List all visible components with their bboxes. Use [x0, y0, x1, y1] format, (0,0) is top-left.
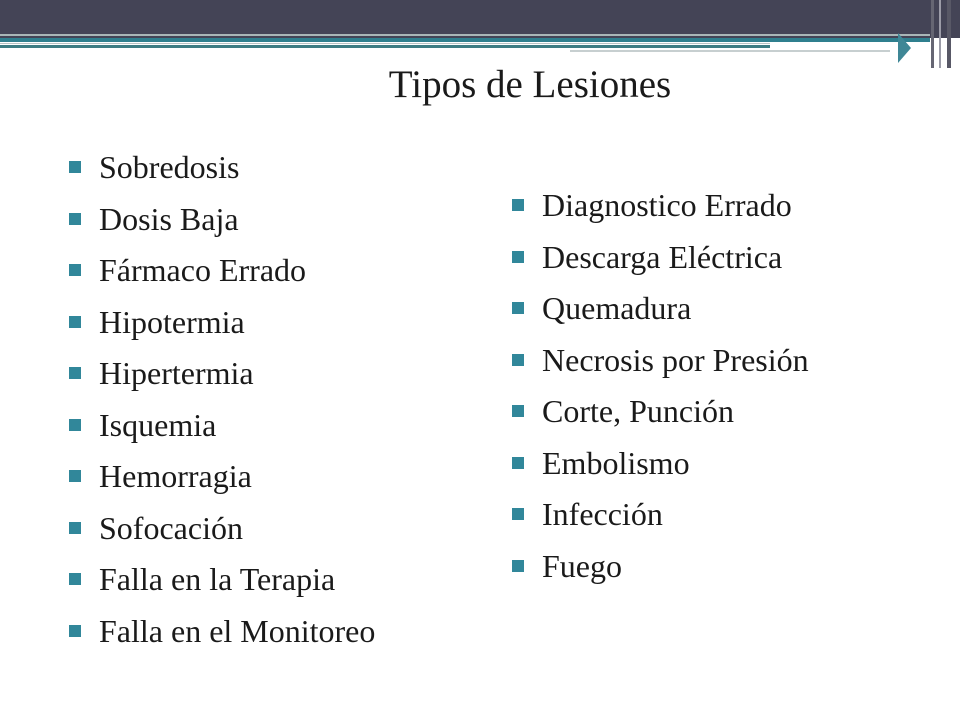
- list-item: [512, 438, 809, 490]
- list-item-label: Isquemia: [99, 406, 217, 443]
- list-item: [69, 503, 375, 555]
- list-item-label: Descarga Eléctrica: [542, 238, 783, 275]
- list-item: [69, 297, 375, 349]
- list-item-label: Embolismo: [542, 444, 690, 481]
- list-item-label: Falla en la Terapia: [99, 561, 336, 597]
- list-item-label: Hemorragia: [99, 458, 252, 494]
- list-item: [69, 142, 375, 194]
- list-item-label: Hipertermia: [99, 355, 254, 391]
- header-accent-band-secondary: [0, 45, 770, 48]
- list-item-label: Falla en el Monitoreo: [99, 612, 376, 649]
- list-item-label: Sofocación: [99, 509, 243, 546]
- decorative-arrow-icon: [898, 33, 911, 63]
- square-bullet-icon: [69, 522, 81, 534]
- list-item-label: Sobredosis: [99, 149, 240, 185]
- list-item: [69, 245, 375, 297]
- list-item: [512, 335, 809, 387]
- square-bullet-icon: [512, 560, 524, 572]
- list-item-label: Hipotermia: [99, 303, 245, 340]
- header-divider-line: [0, 34, 930, 36]
- square-bullet-icon: [512, 508, 524, 520]
- list-item: [69, 554, 375, 606]
- square-bullet-icon: [69, 213, 81, 225]
- decorative-vertical-line: [939, 0, 941, 68]
- square-bullet-icon: [69, 470, 81, 482]
- header-divider-line-short: [570, 50, 890, 52]
- list-item: [69, 606, 375, 658]
- square-bullet-icon: [512, 405, 524, 417]
- decorative-vertical-line: [947, 0, 951, 68]
- square-bullet-icon: [69, 573, 81, 585]
- square-bullet-icon: [69, 264, 81, 276]
- list-item-label: Quemadura: [542, 290, 692, 326]
- square-bullet-icon: [512, 199, 524, 211]
- list-item: [512, 489, 809, 541]
- left-bullet-list: [69, 142, 375, 657]
- header-accent-band: [0, 38, 930, 42]
- right-bullet-list: [512, 180, 809, 592]
- list-item: [512, 232, 809, 284]
- list-item-label: Fármaco Errado: [99, 252, 307, 288]
- square-bullet-icon: [69, 161, 81, 173]
- square-bullet-icon: [512, 251, 524, 263]
- list-item: [69, 451, 375, 503]
- header-divider-line-secondary: [0, 43, 770, 44]
- list-item: [512, 386, 809, 438]
- list-item-label: Fuego: [542, 547, 622, 584]
- square-bullet-icon: [69, 625, 81, 637]
- list-item: [69, 348, 375, 400]
- header-bar: [0, 0, 960, 38]
- square-bullet-icon: [512, 302, 524, 314]
- list-item-label: Dosis Baja: [99, 200, 239, 237]
- decorative-vertical-line: [931, 0, 934, 68]
- list-item: [69, 194, 375, 246]
- list-item-label: Infección: [542, 496, 663, 532]
- list-item: [69, 400, 375, 452]
- list-item: [512, 541, 809, 593]
- list-item: [512, 283, 809, 335]
- square-bullet-icon: [69, 367, 81, 379]
- square-bullet-icon: [69, 316, 81, 328]
- square-bullet-icon: [69, 419, 81, 431]
- slide-title: Tipos de Lesiones: [388, 63, 672, 106]
- list-item: [512, 180, 809, 232]
- square-bullet-icon: [512, 457, 524, 469]
- list-item-label: Necrosis por Presión: [542, 341, 809, 378]
- list-item-label: Diagnostico Errado: [542, 187, 792, 223]
- square-bullet-icon: [512, 354, 524, 366]
- list-item-label: Corte, Punción: [542, 393, 734, 429]
